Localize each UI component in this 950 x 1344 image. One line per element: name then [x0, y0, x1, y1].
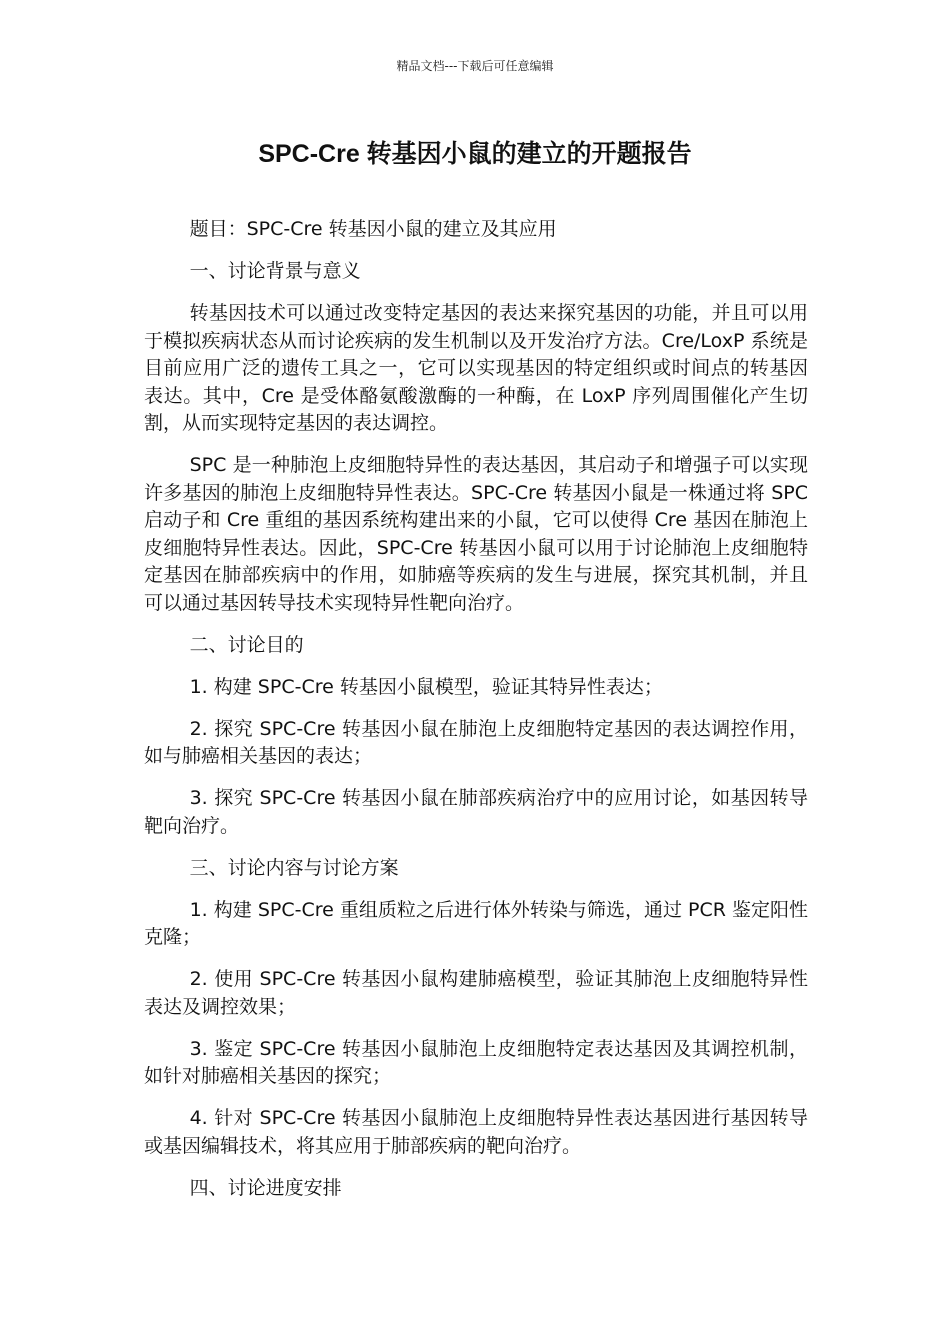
page-header: 精品文档---下载后可任意编辑	[396, 59, 554, 73]
document-body	[144, 216, 808, 1217]
content-item-3: 3. 鉴定 SPC-Cre 转基因小鼠肺泡上皮细胞特定表达基因及其调控机制，如针对肺癌相关基因的探究；	[144, 1037, 808, 1087]
purpose-item-1: 1. 构建 SPC-Cre 转基因小鼠模型，验证其特异性表达；	[189, 675, 663, 698]
content-item-1: 1. 构建 SPC-Cre 重组质粒之后进行体外转染与筛选，通过 PCR 鉴定阳性克隆；	[144, 898, 808, 948]
topic-line: 题目：SPC-Cre 转基因小鼠的建立及其应用	[189, 218, 557, 240]
background-paragraph-2: SPC 是一种肺泡上皮细胞特异性的表达基因，其启动子和增强子可以实现许多基因的肺泡上皮细胞特异性表达。SPC-Cre 转基因小鼠是一株通过将 SPC 启动子和 Cre 重组的基因系统构建出来的小鼠，它可以使得 Cre 基因在肺泡上皮细胞特异性表达。因此，SPC-Cre 转基因小鼠可以用于讨论肺泡上皮细胞特定基因在肺部疾病中的作用，如肺癌等疾病的发生与进展，探究其机制，并且可以通过基因转导技术实现特异性靶向治疗。	[144, 454, 808, 614]
document-title: SPC-Cre 转基因小鼠的建立的开题报告	[258, 140, 692, 168]
section-heading-purpose: 二、讨论目的	[189, 633, 304, 656]
section-heading-schedule: 四、讨论进度安排	[189, 1176, 342, 1199]
section-heading-background: 一、讨论背景与意义	[189, 260, 361, 282]
content-item-4: 4. 针对 SPC-Cre 转基因小鼠肺泡上皮细胞特异性表达基因进行基因转导或基因编辑技术，将其应用于肺部疾病的靶向治疗。	[144, 1107, 808, 1157]
purpose-item-2: 2. 探究 SPC-Cre 转基因小鼠在肺泡上皮细胞特定基因的表达调控作用，如与肺癌相关基因的表达；	[144, 717, 808, 767]
background-paragraph-1: 转基因技术可以通过改变特定基因的表达来探究基因的功能，并且可以用于模拟疾病状态从而讨论疾病的发生机制以及开发治疗方法。Cre/LoxP 系统是目前应用广泛的遗传工具之一，它可以实现基因的特定组织或时间点的转基因表达。其中，Cre 是受体酪氨酸激酶的一种酶，在 LoxP 序列周围催化产生切割，从而实现特定基因的表达调控。	[144, 302, 808, 434]
section-heading-content: 三、讨论内容与讨论方案	[189, 856, 399, 879]
purpose-item-3: 3. 探究 SPC-Cre 转基因小鼠在肺部疾病治疗中的应用讨论，如基因转导靶向治疗。	[144, 787, 808, 837]
content-item-2: 2. 使用 SPC-Cre 转基因小鼠构建肺癌模型，验证其肺泡上皮细胞特异性表达及调控效果；	[144, 968, 808, 1018]
